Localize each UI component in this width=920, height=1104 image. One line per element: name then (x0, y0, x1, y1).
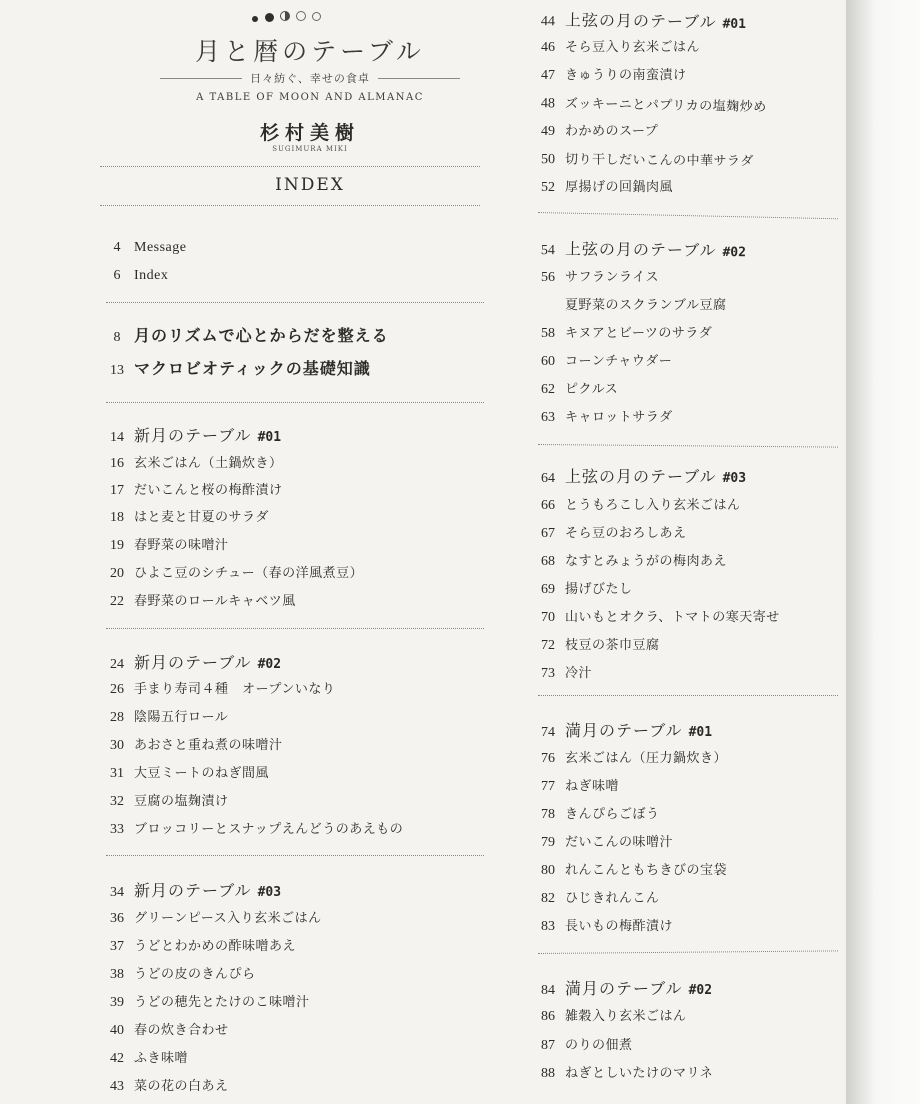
page-number: 40 (110, 1023, 124, 1038)
section-title: 満月のテーブル (565, 721, 683, 740)
page-number: 50 (540, 152, 556, 168)
index-entry (531, 859, 727, 879)
section-number: #01 (722, 16, 747, 33)
book-spine (846, 0, 920, 1104)
index-entry (531, 120, 658, 140)
section-heading (100, 423, 281, 446)
index-entry (100, 907, 322, 927)
index-entry (100, 590, 296, 610)
index-entry (100, 991, 310, 1011)
page-number: 86 (541, 1009, 555, 1024)
index-entry (100, 1075, 229, 1095)
index-entry (531, 578, 633, 598)
page-number: 79 (541, 835, 555, 850)
index-entry (100, 1019, 229, 1039)
page-number: 4 (113, 240, 121, 255)
entry-title: 冷汁 (565, 666, 593, 681)
entry-title: ひよこ豆のシチュー（春の洋風煮豆） (134, 566, 364, 581)
entry-title: キヌアとビーツのサラダ (565, 326, 713, 341)
page-number: 87 (541, 1038, 555, 1053)
index-entry (531, 406, 673, 426)
entry-title: 豆腐の塩麹漬け (134, 794, 229, 809)
entry-title: ふき味噌 (134, 1051, 189, 1066)
section-heading (531, 7, 746, 33)
index-entry (531, 775, 619, 795)
index-entry (100, 762, 269, 782)
book-title-english: A TABLE OF MOON AND ALMANAC (196, 92, 424, 103)
index-entry (100, 790, 229, 810)
entry-title: はと麦と甘夏のサラダ (134, 510, 269, 525)
page-number: 84 (541, 983, 555, 998)
index-entry (100, 818, 403, 838)
entry-title: うどの穂先とたけのこ味噌汁 (134, 995, 310, 1010)
index-entry (100, 734, 283, 754)
section-heading (100, 650, 281, 673)
entry-title: とうもろこし入り玄米ごはん (565, 498, 741, 513)
index-entry (100, 240, 187, 256)
page-number: 30 (110, 738, 124, 753)
entry-title: ピクルス (565, 382, 619, 397)
page-number: 13 (110, 363, 124, 378)
divider (100, 205, 480, 206)
index-entry (531, 915, 673, 935)
entry-title: そら豆入り玄米ごはん (565, 40, 701, 55)
entry-title: 春の炊き合わせ (134, 1023, 229, 1038)
section-title: 上弦の月のテーブル (565, 467, 717, 486)
page-number: 22 (110, 594, 124, 609)
entry-title: 陰陽五行ロール (134, 710, 229, 725)
page-number: 34 (110, 885, 124, 900)
entry-title: 大豆ミートのねぎ間風 (134, 766, 270, 781)
index-entry (531, 634, 660, 654)
index-entry (100, 935, 296, 955)
page-number: 39 (110, 995, 124, 1010)
page-number: 24 (110, 657, 124, 672)
page-number: 32 (110, 794, 124, 809)
page-number: 19 (110, 538, 124, 553)
entry-title: ねぎとしいたけのマリネ (565, 1066, 714, 1081)
index-heading: INDEX (275, 175, 345, 195)
index-entry (531, 378, 618, 398)
page-number: 74 (541, 725, 555, 740)
index-entry (100, 506, 269, 526)
page-number: 20 (110, 566, 124, 581)
divider (106, 402, 484, 403)
page-number: 28 (110, 710, 124, 725)
section-number: #01 (257, 430, 282, 445)
subtitle-row (160, 70, 460, 86)
page-number: 83 (541, 919, 555, 934)
page-number: 31 (110, 766, 124, 781)
section-number: #01 (688, 725, 713, 740)
entry-title: 雑穀入り玄米ごはん (565, 1009, 687, 1024)
section-title: 新月のテーブル (134, 653, 252, 672)
entry-title: のりの佃煮 (565, 1038, 633, 1053)
page-number: 80 (541, 863, 555, 878)
entry-title: うどの皮のきんぴら (134, 967, 256, 982)
page-number: 42 (110, 1051, 124, 1066)
section-number: #02 (688, 983, 713, 998)
page-number: 38 (110, 967, 124, 982)
index-entry (100, 452, 283, 472)
entry-title: 切り干しだいこんの中華サラダ (564, 152, 754, 170)
entry-title: 山いもとオクラ、トマトの寒天寄せ (565, 610, 780, 625)
page-number: 18 (110, 510, 124, 525)
section-title: 上弦の月のテーブル (564, 239, 717, 260)
page-number: 77 (541, 779, 555, 794)
section-title: 新月のテーブル (134, 881, 252, 900)
index-entry (531, 64, 687, 84)
page-number: 88 (541, 1066, 555, 1081)
page-number: 8 (113, 330, 121, 345)
page-number: 62 (541, 382, 555, 397)
entry-title: グリーンピース入り玄米ごはん (134, 911, 322, 926)
page-number: 66 (541, 498, 555, 513)
section-title: 満月のテーブル (565, 979, 683, 998)
divider (106, 628, 484, 629)
entry-title: 手まり寿司４種 オープンいなり (134, 682, 336, 697)
page-number: 63 (541, 410, 555, 425)
entry-title: なすとみょうがの梅肉あえ (565, 554, 728, 569)
entry-title: ブロッコリーとスナップえんどうのあえもの (134, 822, 404, 837)
entry-title: 玄米ごはん（土鍋炊き） (134, 456, 283, 471)
entry-title: 夏野菜のスクランブル豆腐 (565, 298, 727, 313)
page-number: 48 (540, 96, 556, 112)
index-entry (531, 322, 712, 342)
page-number: 78 (541, 807, 555, 822)
entry-title: れんこんともちきびの宝袋 (565, 863, 728, 878)
index-entry (531, 266, 659, 286)
author-name: 杉村美樹 (259, 122, 360, 144)
entry-title: 春野菜のロールキャベツ風 (134, 594, 296, 609)
book-title: 月と暦のテーブル (195, 37, 425, 66)
page-number: 54 (540, 243, 556, 259)
index-entry (531, 494, 741, 514)
page-number: 52 (541, 180, 555, 195)
page-number: 44 (540, 14, 556, 30)
index-entry (531, 92, 767, 116)
index-entry (531, 1034, 633, 1054)
entry-title: 厚揚げの回鍋肉風 (565, 180, 674, 195)
index-entry (531, 550, 727, 570)
page-number: 70 (541, 610, 555, 625)
section-heading (531, 976, 712, 999)
page-number: 69 (541, 582, 555, 597)
page-number: 37 (110, 939, 124, 954)
page-number: 60 (541, 354, 555, 369)
page-number: 17 (110, 483, 124, 498)
page-number: 16 (110, 456, 124, 471)
entry-title: そら豆のおろしあえ (565, 526, 687, 541)
page-number: 56 (541, 270, 555, 285)
entry-title: キャロットサラダ (565, 410, 673, 425)
entry-title: マクロビオティックの基礎知識 (134, 359, 371, 378)
entry-title: 春野菜の味噌汁 (134, 538, 229, 553)
section-number: #02 (722, 245, 747, 261)
page-number: 46 (541, 40, 555, 55)
page-number: 49 (541, 124, 555, 139)
index-entry (531, 294, 726, 313)
author-name-english: SUGIMURA MIKI (272, 145, 348, 153)
index-entry (100, 1047, 188, 1067)
index-entry (100, 268, 168, 284)
page-number: 43 (110, 1079, 124, 1094)
index-entry (531, 176, 673, 196)
page-number: 6 (113, 268, 121, 283)
page-number: 33 (110, 822, 124, 837)
section-number: #03 (257, 885, 282, 900)
index-entry (531, 747, 727, 767)
entry-title: Index (134, 268, 169, 283)
entry-title: きゅうりの南蛮漬け (565, 68, 687, 83)
index-entry (100, 562, 363, 582)
entry-title: 長いもの梅酢漬け (565, 919, 674, 934)
divider (538, 695, 838, 696)
index-entry (100, 534, 229, 554)
entry-title: きんぴらごぼう (565, 807, 660, 822)
section-number: #02 (257, 657, 282, 672)
entry-title: ひじきれんこん (565, 891, 660, 906)
entry-title: 玄米ごはん（圧力鍋炊き） (565, 751, 728, 766)
index-entry (531, 522, 687, 542)
divider (100, 166, 480, 167)
subtitle-rule-right (378, 78, 460, 79)
page-number: 67 (541, 526, 555, 541)
entry-title: あおさと重ね煮の味噌汁 (134, 738, 283, 753)
section-number: #03 (722, 471, 747, 486)
divider (106, 855, 484, 856)
index-entry (531, 606, 780, 626)
entry-title: Message (134, 240, 187, 255)
index-entry (531, 831, 673, 851)
entry-title: わかめのスープ (565, 124, 659, 139)
index-entry (531, 36, 700, 56)
section-heading (531, 464, 746, 487)
index-entry (531, 1062, 713, 1082)
entry-title: うどとわかめの酢味噌あえ (134, 939, 297, 954)
index-entry (531, 887, 660, 907)
section-heading (531, 718, 712, 741)
index-entry (100, 356, 371, 379)
book-subtitle: 日々紡ぐ、幸せの食卓 (250, 72, 370, 85)
entry-title: 菜の花の白あえ (134, 1079, 229, 1094)
page-number: 26 (110, 682, 124, 697)
page-number: 64 (541, 471, 555, 486)
section-heading (100, 878, 281, 901)
entry-title: サフランライス (565, 270, 659, 285)
index-entry (100, 678, 335, 698)
index-entry (100, 323, 389, 346)
entry-title: だいこんの味噌汁 (565, 835, 674, 850)
divider (106, 302, 484, 303)
index-entry (100, 479, 283, 499)
moon-phases-icon (252, 10, 332, 22)
index-entry (531, 1005, 687, 1025)
entry-title: コーンチャウダー (565, 354, 673, 369)
section-title: 新月のテーブル (134, 426, 252, 445)
page-number: 68 (541, 554, 555, 569)
entry-title: ねぎ味噌 (565, 779, 620, 794)
index-entry (531, 350, 672, 370)
page-number: 72 (541, 638, 555, 653)
page-number: 82 (541, 891, 555, 906)
entry-title: 揚げびたし (565, 582, 633, 597)
entry-title: 月のリズムで心とからだを整える (134, 326, 389, 345)
index-entry (531, 148, 754, 170)
page-number: 58 (541, 326, 555, 341)
page-number: 14 (110, 430, 124, 445)
index-entry (100, 963, 256, 983)
page-number: 73 (541, 666, 555, 681)
index-entry (531, 662, 592, 682)
index-entry (100, 706, 228, 726)
entry-title: だいこんと桜の梅酢漬け (134, 483, 283, 498)
section-heading (531, 236, 746, 261)
page-number: 47 (541, 68, 555, 83)
entry-title: 枝豆の茶巾豆腐 (565, 638, 660, 653)
subtitle-rule-left (160, 78, 242, 79)
section-title: 上弦の月のテーブル (564, 10, 717, 32)
page-number: 36 (110, 911, 124, 926)
index-entry (531, 803, 660, 823)
entry-title: ズッキーニとパプリカの塩麹炒め (564, 96, 767, 116)
page-number: 76 (541, 751, 555, 766)
